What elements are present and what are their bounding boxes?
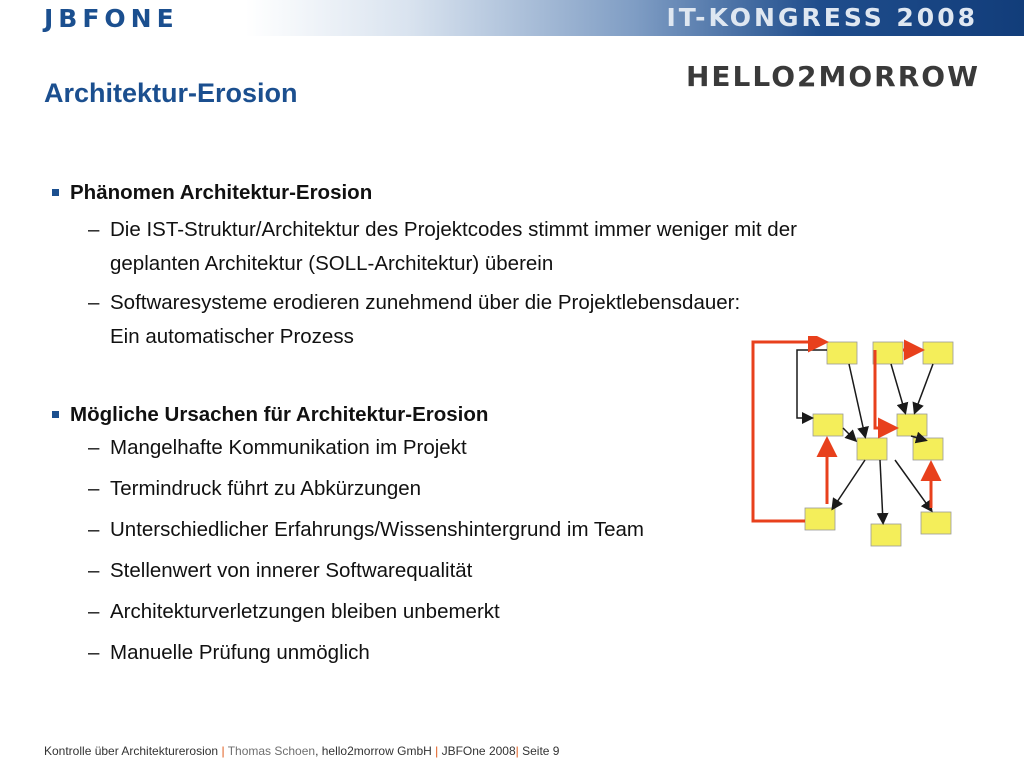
- component-box: [857, 438, 887, 460]
- square-bullet-icon: [52, 189, 59, 196]
- component-box: [813, 414, 843, 436]
- list-item-continuation: Ein automatischer Prozess: [110, 325, 354, 348]
- component-box: [871, 524, 901, 546]
- component-box: [805, 508, 835, 530]
- hello2morrow-logo: HELLO2MORROW: [685, 60, 980, 93]
- square-bullet-icon: [52, 411, 59, 418]
- list-item: – Stellenwert von innerer Softwarequalität: [88, 559, 473, 582]
- component-box: [873, 342, 903, 364]
- footer: Kontrolle über Architekturerosion | Thomas Schoen, hello2morrow GmbH | JBFOne 2008| Seite 9: [44, 744, 560, 758]
- section-heading-2: Mögliche Ursachen für Architektur-Erosion: [52, 403, 912, 427]
- component-box: [827, 342, 857, 364]
- list-item: – Die IST-Struktur/Architektur des Projektcodes stimmt immer weniger mit der: [88, 218, 797, 241]
- list-item: – Unterschiedlicher Erfahrungs/Wissenshintergrund im Team: [88, 518, 644, 541]
- list-item: – Mangelhafte Kommunikation im Projekt: [88, 436, 467, 459]
- jbfone-logo: JBFONE: [44, 4, 179, 33]
- list-item: – Softwaresysteme erodieren zunehmend über die Projektlebensdauer:: [88, 291, 741, 314]
- list-item-continuation: geplanten Architektur (SOLL-Architektur) überein: [110, 252, 554, 275]
- component-box: [923, 342, 953, 364]
- section-heading-1: Phänomen Architektur-Erosion: [52, 181, 912, 205]
- component-box: [921, 512, 951, 534]
- architecture-erosion-diagram: [745, 336, 960, 551]
- congress-label: IT-KONGRESS 2008: [666, 3, 978, 32]
- component-box: [897, 414, 927, 436]
- page-number: Seite 9: [522, 744, 560, 758]
- list-item: – Architekturverletzungen bleiben unbemerkt: [88, 600, 500, 623]
- list-item: – Termindruck führt zu Abkürzungen: [88, 477, 422, 500]
- list-item: – Manuelle Prüfung unmöglich: [88, 641, 370, 664]
- slide-title: Architektur-Erosion: [44, 78, 298, 108]
- component-box: [913, 438, 943, 460]
- header-bar: [0, 0, 1024, 36]
